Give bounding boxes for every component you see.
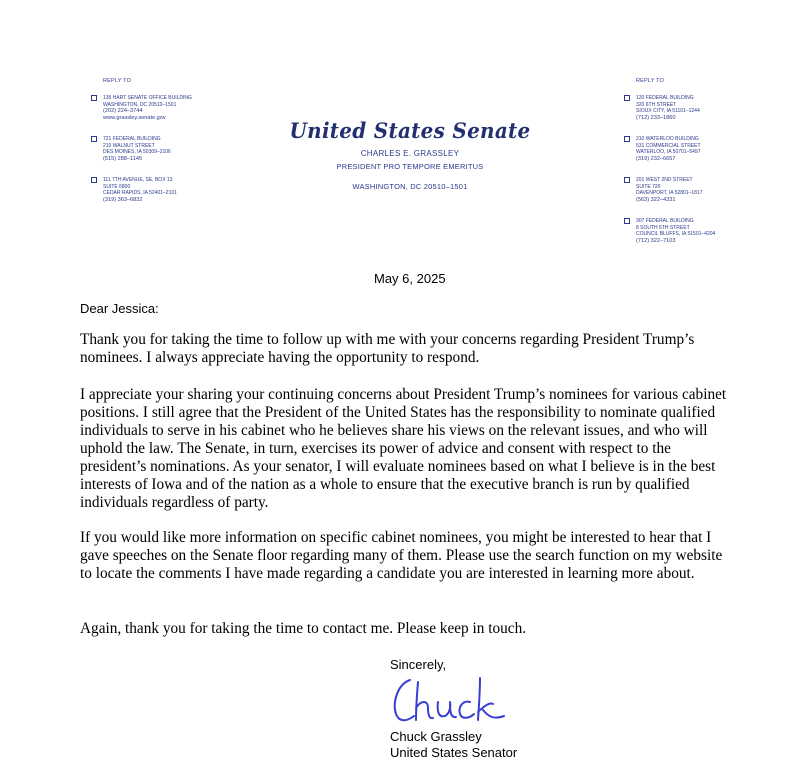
office-line: WASHINGTON, DC 20510–1501 — [103, 101, 177, 108]
office-line: (712) 322–7103 — [636, 237, 676, 244]
office-address-des-moines — [103, 136, 243, 162]
office-line: (319) 363–6832 — [103, 196, 143, 203]
office-line: 8 SOUTH 6TH STREET — [636, 224, 690, 231]
office-line: (319) 232–6657 — [636, 155, 676, 162]
office-line: (202) 224–3744 — [103, 108, 143, 115]
paragraph: Thank you for taking the time to follow up with me with your concerns regarding President Trump’s nominees. I always appreciate having the opportunity to respond. — [80, 331, 695, 366]
senator-name: CHARLES E. GRASSLEY — [360, 149, 460, 158]
office-line: (563) 322–4331 — [636, 196, 676, 203]
paragraph: Again, thank you for taking the time to contact me. Please keep in touch. — [80, 620, 527, 637]
office-line: (712) 233–1860 — [636, 114, 676, 121]
office-line: (515) 288–1145 — [103, 155, 143, 162]
office-line: DAVENPORT, IA 52801–1817 — [636, 190, 703, 197]
checkbox-icon — [624, 218, 630, 224]
salutation: Dear Jessica: — [80, 301, 159, 316]
paragraph: I appreciate your sharing your continuing concerns about President Trump’s nominees for various cabinet positions. I still agree that the President of the United States has the responsibility to nominate qualified individuals to serve in his cabinet who he believes share his views on the relevant issues, and who will uphold the law. The Senate, in turn, exercises its power of advice and consent with respect to the president’s nominations. As your senator, I will evaluate nominees based on what I believe is in the best interests of Iowa and of the nation as a whole to ensure that the executive branch is run by qualified individuals regardless of party. — [80, 386, 727, 511]
letter-date: May 6, 2025 — [374, 271, 446, 286]
checkbox-icon — [624, 95, 630, 101]
checkbox-icon — [91, 136, 97, 142]
closing: Sincerely, — [390, 657, 447, 672]
office-line: 531 COMMERCIAL STREET — [636, 142, 701, 149]
office-address-dc — [103, 95, 243, 121]
office-line: 210 WATERLOO BUILDING — [636, 136, 699, 142]
office-line: SUITE 720 — [636, 183, 661, 190]
office-address-cedar-rapids — [103, 177, 243, 203]
checkbox-icon — [91, 177, 97, 183]
office-line: SUITE 6800 — [103, 183, 131, 190]
checkbox-icon — [624, 177, 630, 183]
office-address-council-bluffs — [636, 218, 776, 244]
office-line: 721 FEDERAL BUILDING — [103, 136, 161, 142]
office-line: SIOUX CITY, IA 51101–1244 — [636, 108, 700, 115]
office-line: www.grassley.senate.gov — [103, 114, 166, 121]
office-line: 201 WEST 2ND STREET — [636, 177, 693, 183]
signer-title: United States Senator — [390, 745, 518, 760]
senator-role: PRESIDENT PRO TEMPORE EMERITUS — [336, 162, 484, 171]
letterhead-center — [260, 118, 560, 191]
office-line: DES MOINES, IA 50309–2106 — [103, 149, 171, 156]
checkbox-icon — [91, 95, 97, 101]
office-line: 210 WALNUT STREET — [103, 142, 155, 149]
signer-name: Chuck Grassley — [390, 729, 482, 744]
senate-title: United States Senate — [289, 118, 531, 143]
paragraph: If you would like more information on specific cabinet nominees, you might be interested to hear that I gave speeches on the Senate floor regarding many of them. Please use the search function on my website to locate the comments I have made regarding a candidate you are interested in learning more about. — [80, 529, 723, 582]
office-line: 135 HART SENATE OFFICE BUILDING — [103, 95, 192, 101]
handwritten-signature — [388, 672, 508, 733]
office-line: COUNCIL BLUFFS, IA 51501–4204 — [636, 231, 716, 238]
office-line: 320 6TH STREET — [636, 101, 677, 108]
senate-address: WASHINGTON, DC 20510–1501 — [352, 182, 468, 191]
checkbox-icon — [624, 136, 630, 142]
office-address-waterloo — [636, 136, 776, 162]
reply-to-label-left: REPLY TO — [103, 78, 132, 84]
office-line: 120 FEDERAL BUILDING — [636, 95, 694, 101]
reply-to-label-right: REPLY TO — [636, 78, 665, 84]
office-line: 111 7TH AVENUE, SE, BOX 13 — [103, 177, 173, 183]
office-address-davenport — [636, 177, 776, 203]
office-address-sioux-city — [636, 95, 776, 121]
office-line: WATERLOO, IA 50701–5497 — [636, 149, 701, 156]
office-line: 307 FEDERAL BUILDING — [636, 218, 694, 224]
office-line: CEDAR RAPIDS, IA 52401–2101 — [103, 190, 177, 197]
